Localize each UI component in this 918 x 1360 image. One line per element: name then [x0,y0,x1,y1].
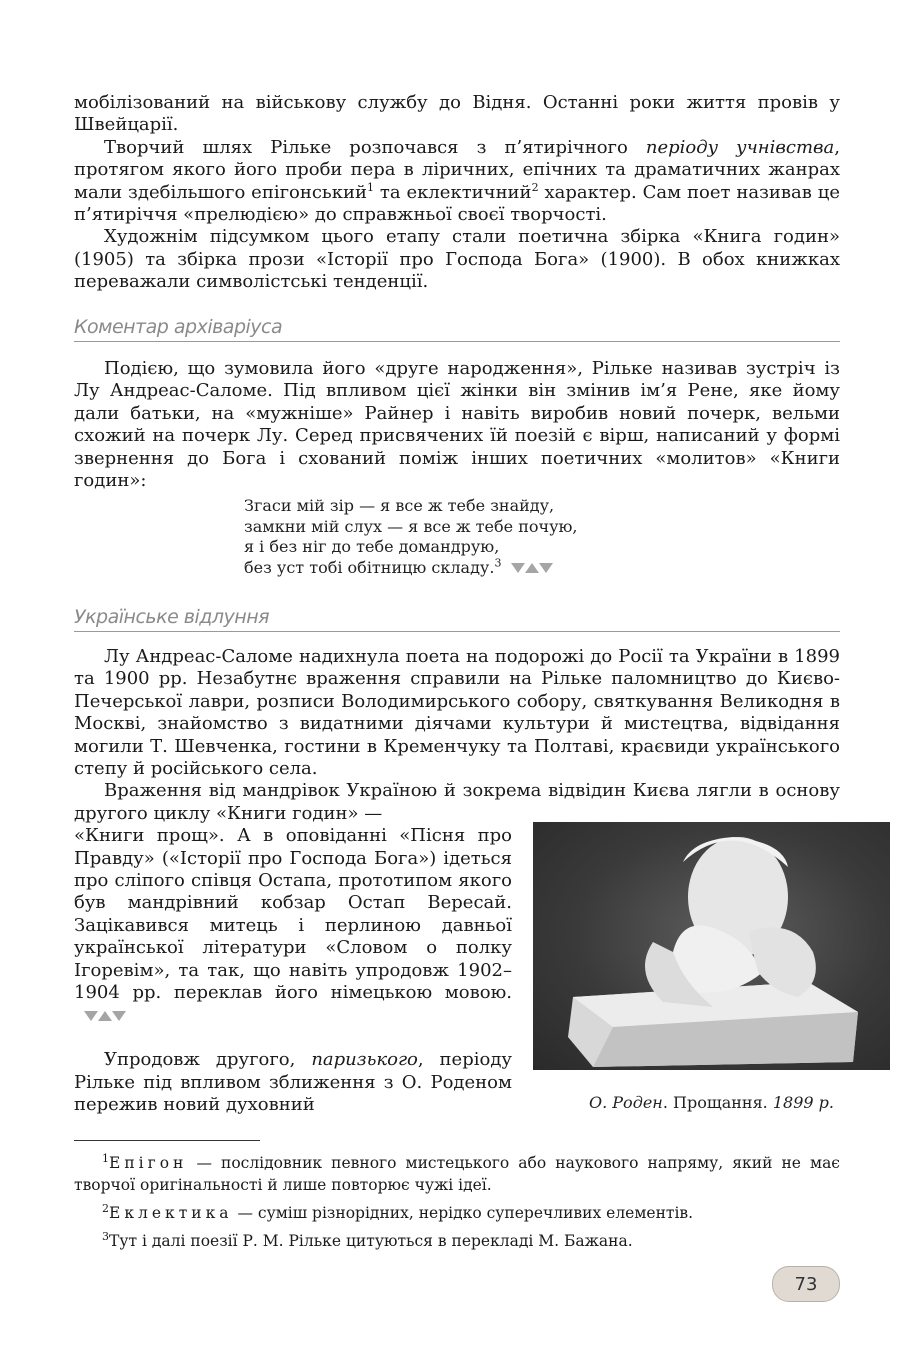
footnote-text: — суміш різнорідних, нерідко суперечливих елементів. [232,1204,694,1222]
page-number: 73 [772,1266,840,1302]
caption-year: 1899 р. [772,1093,834,1112]
section-end-triangles-icon [511,558,553,579]
poem-line: замкни мій слух — я все ж тебе почую, [244,516,578,536]
narrow-column [74,825,512,1116]
caption-title: . Прощання. [662,1093,773,1112]
footnote-ref[interactable]: 2 [531,180,539,194]
poem-line: я і без ніг до тебе домандрую, [244,537,500,557]
text: , протягом якого його проби пера в ліричних, епічних та драматичних жанрах мали здебільшого епігонський [74,136,840,203]
poem-line: Згаси мій зір — я все ж тебе знайду, [244,496,555,516]
poem [244,496,840,578]
paragraph: Враження від мандрівок Україною й зокрема відвідин Києва лягли в основу другого циклу «Книги годин» — [74,780,840,824]
footnote [74,1202,840,1224]
sculpture-photo [533,822,890,1070]
footnote-text: — послідовник певного мистецького або наукового напряму, який не має творчої оригінальності й лише повторює чужі ідеї. [74,1154,840,1194]
text: характер. Сам поет називав це п’ятиріччя «прелюдією» до справжньої своєї творчості. [74,181,841,226]
intro-text [74,92,840,294]
emphasis: періоду учнівства [645,136,835,158]
footnote [74,1152,840,1196]
sculpture-illustration [533,822,890,1070]
paragraph [74,825,512,1027]
text: Упродовж другого, [104,1049,312,1071]
paragraph [74,1049,512,1116]
footnote-ref[interactable]: 1 [366,180,374,194]
footnote-divider [74,1140,260,1141]
footnote-number: 3 [102,1229,109,1243]
paragraph: Художнім підсумком цього етапу стали поетична збірка «Книга годин» (1905) та збірка прози «Історії про Господа Бога» (1900). В обох книжках переважали символістські тенденції. [74,226,840,293]
footnote-text: Тут і далі поезії Р. М. Рільке цитуються в перекладі М. Бажана. [109,1232,633,1250]
section-heading-echo: Українське відлуння [74,606,840,632]
footnote-term: Епігон [109,1154,188,1172]
footnote [74,1230,840,1252]
emphasis: паризького [311,1049,418,1071]
text: , періоду Рільке під впливом зближення з О. Роденом пережив новий духовний [74,1049,512,1115]
footnote-number: 1 [102,1151,109,1165]
footnote-term: Еклектика [109,1204,233,1222]
text: та еклектичний [373,181,532,203]
section-end-triangles-icon [84,1005,126,1027]
text: Творчий шлях Рільке розпочався з п’ятирічного [104,136,646,158]
poem-line [244,558,840,579]
archivist-block [74,358,840,579]
paragraph: Лу Андреас-Саломе надихнула поета на подорожі до Росії та України в 1899 та 1900 рр. Незабутнє враження справили на Рільке паломництво до Києво-Печерської лаври, розписи Володимирського собору, святкування Великодня в Москві, знайомство з видатними діячами культури й мистецтва, відвідання могили Т. Шевченка, гостини в Кременчуку та Полтаві, краєвиди українського степу й російського села. [74,646,840,780]
footnotes [74,1152,840,1252]
photo-caption [533,1093,890,1112]
text: без уст тобі обітницю складу. [244,557,495,577]
footnote-ref[interactable]: 3 [494,556,502,570]
caption-author: О. Роден [589,1093,663,1112]
footnote-number: 2 [102,1201,109,1215]
text: «Книги прощ». А в оповіданні «Пісня про Правду» («Історії про Господа Бога») ідеться про сліпого співця Остапа, прототипом якого був мандрівний кобзар Остап Вересай. Зацікавився митець і перлиною давньої української літератури «Словом о полку Ігоревім», та так, що навіть упродовж 1902–1904 рр. переклав його німецькою мовою. [74,825,512,1004]
paragraph [74,137,840,227]
section-heading-archivist: Коментар архіваріуса [74,316,840,342]
paragraph: мобілізований на військову службу до Відня. Останні роки життя провів у Швейцарії. [74,92,840,136]
paragraph: Подією, що зумовила його «друге народження», Рільке називав зустріч із Лу Андреас-Саломе. Під впливом цієї жінки він змінив ім’я Рене, яке йому дали батьки, на «мужніше» Райнер і навіть виробив новий почерк, вельми схожий на почерк Лу. Серед присвячених їй поезій є вірш, написаний у формі звернення до Бога і схований поміж інших поетичних «молитов» «Книги годин»: [74,358,840,492]
